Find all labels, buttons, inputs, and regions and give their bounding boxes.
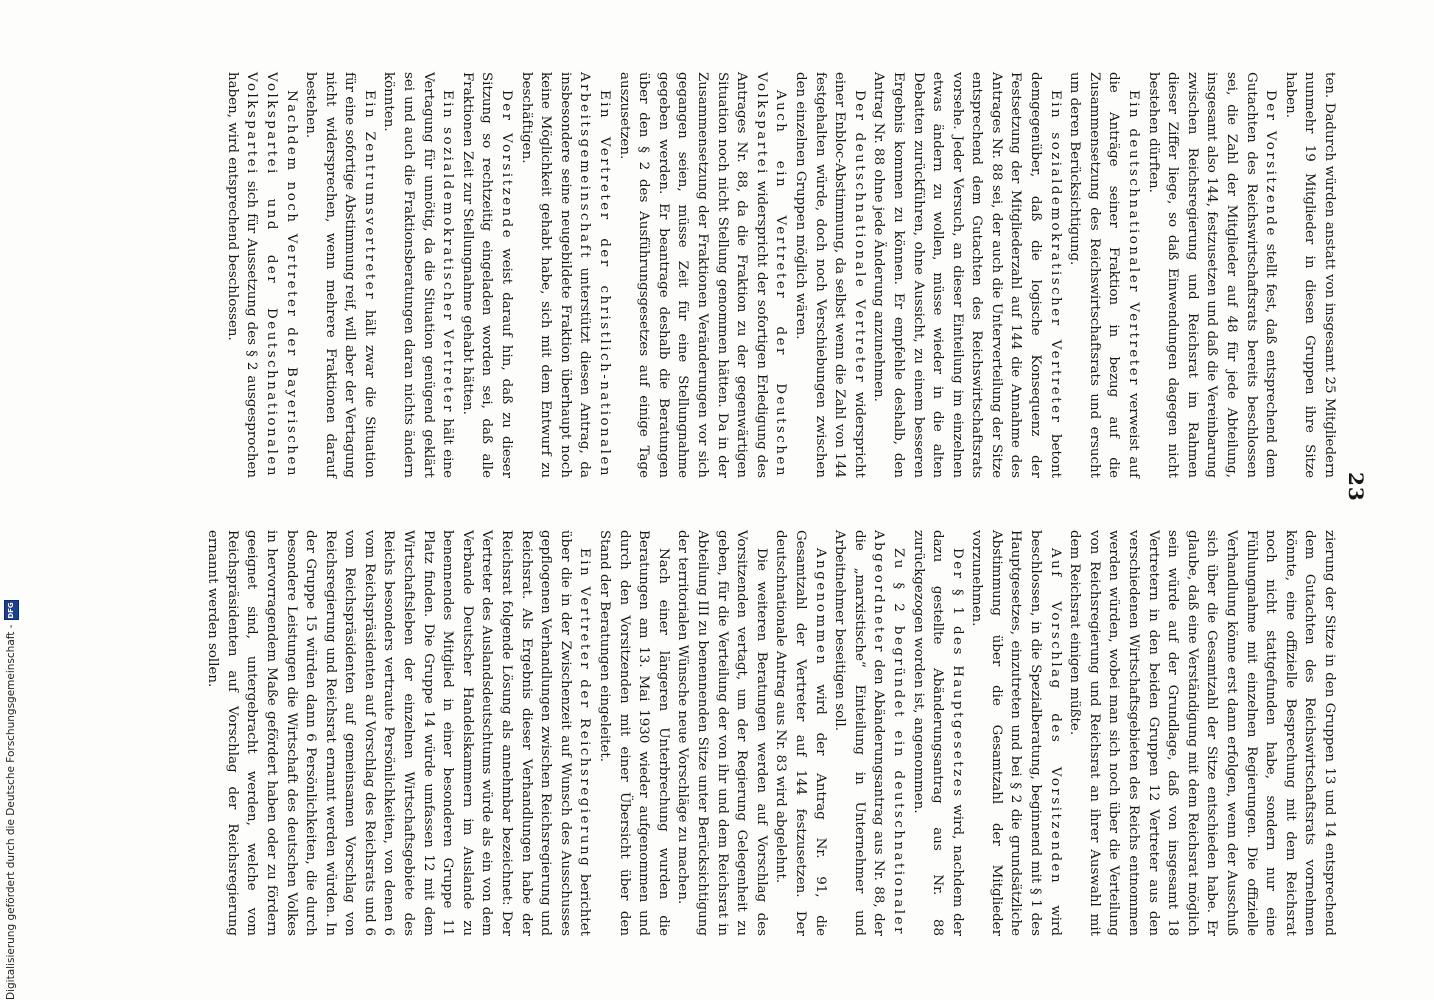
paragraph-text: betont demgegenüber, daß die logische Konsequenz der Festsetzung der Mitgliederzahl auf 144 die Annahme des Antrages Nr. 88 sei, der auch die Unterverteilung der Sitze entsprechend dem Gutachten des Reichswirtschaftsrats vorsehe. Jeder Versuch, an dieser Einteilung im einzelnen etwas ändern zu wollen, müsse wieder in die alten Debatten zurückführen, ohne Aussicht, zu einem besseren Ergebnis kommen zu können. Er empfehle deshalb, den Antrag Nr. 88 ohne jede Änderung anzunehmen. <box>871 72 1063 479</box>
paragraph-lead: Ein Zentrumsvertreter <box>361 90 377 302</box>
paragraph-text: hält eine Vertagung für unnötig, da die Situation genügend geklärt sei und auch die Fraktionsberatungen daran nichts ändern könnten. <box>381 72 456 479</box>
paragraph <box>869 72 1065 478</box>
paragraph-lead: Ein Vertreter der Reichsregierung <box>577 548 593 869</box>
paragraph-text: verweist auf die Anträge seiner Fraktion in bezug auf die Zusammensetzung des Reichswirtschaftsrats und ersucht um deren Berücksichtigung. <box>1067 72 1142 478</box>
paragraph-text: wird, nachdem der dazu gestellte Abänderungsantrag aus Nr. 88 zurückgezogen worden ist, angenommen. <box>910 530 965 936</box>
paragraph <box>790 72 868 478</box>
paragraph <box>673 530 771 936</box>
dfg-logo: DFG <box>4 600 19 620</box>
paragraph-text: ten. Dadurch würden anstatt von insgesamt 25 Mitgliedern nunmehr 19 Mitglieder in diesen Gruppen ihre Sitze haben. <box>1282 72 1337 478</box>
paragraph-lead: Der deutschnationale Vertreter <box>851 90 867 385</box>
paragraph-lead: Der Vorsitzende <box>1263 90 1279 238</box>
paragraph <box>457 72 516 478</box>
paragraph <box>1280 72 1339 478</box>
paragraph <box>379 72 457 478</box>
text-column-left <box>222 72 1339 478</box>
paragraph <box>516 72 614 478</box>
paragraph-text: wird der Antrag Nr. 91, die Gesamtzahl der Vertreter auf 144 festzusetzen. Der deutschnationale Antrag aus Nr. 83 wird abgelehnt. <box>773 530 828 936</box>
paragraph-text: sich für Aussetzung des § 2 ausgesprochen haben, wird entsprechend beschlossen. <box>224 72 260 478</box>
paragraph <box>614 72 790 478</box>
page-number: 23 <box>1344 472 1368 502</box>
paragraph-text: widerspricht der sofortigen Erledigung des Antrages Nr. 88, da die Fraktion zu der gegenwärtigen Situation noch nicht Stellung genommen hätten. Da in der Zusammensetzung der Fraktionen Veränderungen vor sich gegangen seien, müsse Zeit für eine Stellungnahme gegeben werden. Er beantrage deshalb die Beratungen über den § 2 des Ausführungsgesetzes auf einige Tage auszusetzen. <box>616 72 769 478</box>
paragraph-text: stellt fest, daß entsprechend dem Gutachten des Reichswirtschaftsrats bereits beschlossen sei, die Zahl der Mitglieder auf 48 für jede Abteilung, insgesamt also 144, festzusetzen und daß die Vereinbarung zwischen Reichsregierung und Reichsrat im Rahmen dieser Ziffer liege, so daß Einwendungen dagegen nicht bestehen dürften. <box>1145 72 1279 479</box>
paragraph-lead: Ein Vertreter der christlich-nationalen Arbeitsgemeinschaft <box>577 72 613 478</box>
paragraph <box>908 530 967 936</box>
paragraph-lead: Nachdem noch Vertreter der Bayerischen Volkspartei und der Deutschnationalen Volkspartei <box>244 72 299 478</box>
paragraph <box>203 530 595 936</box>
text-column-right <box>203 530 1339 936</box>
paragraph <box>222 72 300 478</box>
paragraph-lead: Der § 1 des Hauptgesetzes <box>949 548 965 799</box>
paragraph <box>967 530 1065 936</box>
paragraph-text: unterstützt diesen Antrag, da insbesondere seine neugebildete Fraktion überhaupt noch keine Möglichkeit gehabt habe, sich mit dem Entwurf zu beschäftigen. <box>518 72 593 478</box>
paragraph-text: Nach einer längeren Unterbrechung wurden die Beratungen am 13. Mai 1930 wieder aufgenommen und durch den Vorsitzenden mit einer Übersicht über den Stand der Beratungen eingeleitet. <box>597 530 671 936</box>
paragraph-text: weist darauf hin, daß zu dieser Sitzung so rechtzeitig eingeladen worden sei, daß alle Fraktionen Zeit zur Stellungnahme gehabt hätten. <box>459 72 515 478</box>
paragraph-lead: Angenommen <box>812 548 828 667</box>
paragraph-lead: Ein sozialdemokratischer Vertreter <box>1047 90 1063 425</box>
paragraph <box>594 530 672 936</box>
paragraph-text: hält zwar die Situation für eine sofortige Abstimmung reif, will aber der Vertagung nicht widersprechen, wenn mehrere Fraktionen darauf bestehen. <box>303 72 377 478</box>
paragraph-lead: Der Vorsitzende <box>499 90 515 241</box>
paragraph-lead: Auf Vorschlag des Vorsitzenden <box>1047 548 1063 886</box>
paragraph <box>1065 530 1339 936</box>
paragraph <box>771 530 830 936</box>
paragraph-text: Die weiteren Beratungen werden auf Vorschlag des Vorsitzenden vertagt, um der Regierung Gelegenheit zu geben, für die Verteilung der von ihr und dem Reichsrat in Abteilung III zu benennenden Sitze unter Berücksichtigung der territorialen Wünsche neue Vorschläge zu machen. <box>675 530 769 936</box>
footer <box>2 600 22 1000</box>
paragraph <box>1143 72 1280 478</box>
paragraph-lead: Ein sozialdemokratischer Vertreter <box>440 90 456 415</box>
paragraph-text: zierung der Sitze in den Gruppen 13 und 14 entsprechend dem Gutachten des Reichswirtschaftsrats vornehmen könnte, eine offizielle Besprechung mit dem Reichsrat noch nicht stattgefunden habe, sondern nur eine Fühlungnahme mit einzelnen Regierungen. Die offizielle Verhandlung könne erst dann erfolgen, wenn der Ausschuß sich über die Gesamtzahl der Sitze entschieden habe. Er glaube, daß eine Verständigung mit dem Reichsrat möglich sein würde auf der Grundlage, daß von insgesamt 18 Vertretern in den beiden Gruppen 12 Vertreter aus den verschiedenen Wirtschaftsgebieten des Reichs entnommen werden würden, wobei man sich noch über die Verteilung von Reichsregierung und Reichsrat an ihrer Auswahl mit dem Reichsrat einigen müßte. <box>1067 530 1337 936</box>
paragraph-lead: Ein deutschnationaler Vertreter <box>1126 90 1142 388</box>
paragraph-text: berichtet über die in der Zwischenzeit auf Wunsch des Ausschusses gepflogenen Verhandlungen zwischen Reichsregierung und Reichsrat. Als Ergebnis dieser Verhandlungen habe der Reichsrat folgende Lösung als annehmbar bezeichnet: Der Vertreter des Auslandsdeutschtums würde als ein von dem Verbande Deutscher Handelskammern im Auslande zu benennendes Mitglied in einer besonderen Gruppe 11 Platz finden. Die Gruppe 14 würde umfassen 12 mit dem Wirtschaftsleben der einzelnen Wirtschaftsgebiete des Reichs besonders vertraute Persönlichkeiten, von denen 6 vom Reichspräsidenten auf Vorschlag des Reichsrats und 6 vom Reichspräsidenten auf gemeinsamen Vorschlag von Reichsregierung und Reichsrat ernannt werden würden. In der Gruppe 15 würden dann 6 Persönlichkeiten, die durch besondere Leistungen die Wirtschaft des deutschen Volkes in hervorragendem Maße gefördert haben oder zu fördern geeignet sind, untergebracht werden, welche vom Reichspräsidenten auf Vorschlag der Reichsregierung ernannt werden sollen. <box>205 530 593 937</box>
paragraph <box>830 530 908 936</box>
paragraph <box>1065 72 1143 478</box>
paragraph-lead: Auch ein Vertreter der Deutschen Volkspartei <box>753 72 789 478</box>
paragraph-text: den Abänderungsantrag aus Nr. 88, der die „marxistische“ Einteilung in Unternehmer und Arbeitnehmer beseitigen soll. <box>832 530 887 936</box>
footer-text: Digitalisierung gefördert durch die Deutsche Forschungsgemeinschaft - <box>5 624 17 1000</box>
paragraph <box>301 72 379 478</box>
paragraph-text: widerspricht einer Enbloc-Abstimmung, da selbst wenn die Zahl von 144 festgehalten würde, doch noch Verschiebungen zwischen den einzelnen Gruppen möglich wären. <box>792 72 867 478</box>
paragraph-lead: Zu § 2 begründet ein deutschnationaler Abgeordneter <box>871 530 906 936</box>
paragraph-text: wird beschlossen, in die Spezialberatung, beginnend mit § 1 des Hauptgesetzes, einzutreten und bei § 2 die grundsätzliche Abstimmung über die Gesamtzahl der Mitglieder vorzunehmen. <box>969 530 1063 936</box>
